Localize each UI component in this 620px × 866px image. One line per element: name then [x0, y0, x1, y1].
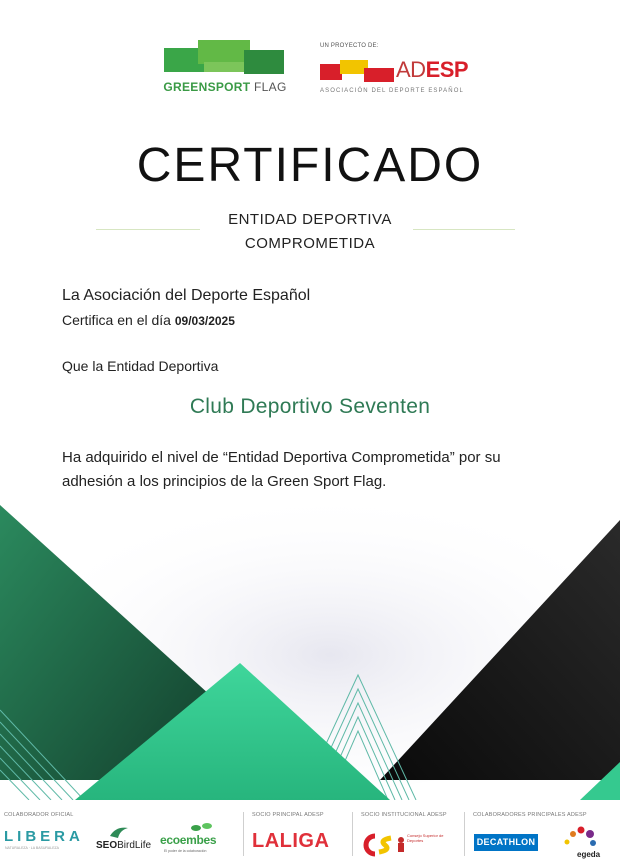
footer-divider — [464, 812, 465, 856]
proyecto-label: UN PROYECTO DE: — [320, 43, 379, 49]
greensport-flag-logo — [160, 38, 290, 96]
ecoembes-subtitle: El poder de la colaboración — [164, 849, 207, 853]
decorative-triangles — [0, 480, 620, 800]
divider-left — [96, 229, 200, 230]
club-name: Club Deportivo Seventen — [189, 395, 431, 418]
certifica-label: Certifica en el día — [62, 312, 171, 328]
adesp-subtitle: ASOCIACIÓN DEL DEPORTE ESPAÑOL — [320, 88, 464, 94]
adesp-flag-icon — [320, 58, 395, 84]
laliga-logo: LALIGA — [252, 830, 330, 852]
footer-divider — [352, 812, 353, 856]
association-name: La Asociación del Deporte Español — [62, 287, 311, 304]
socio-institucional-label: SOCIO INSTITUCIONAL ADESP — [361, 812, 447, 818]
egeda-logo: egeda — [577, 850, 601, 859]
subtitle-line-1: ENTIDAD DEPORTIVA — [228, 211, 392, 228]
colaboradores-label: COLABORADORES PRINCIPALES ADESP — [473, 812, 587, 818]
csd-text: Consejo Superior de Deportes — [407, 833, 444, 843]
greensport-flag-icon — [164, 40, 284, 74]
libera-logo: LIBERA — [4, 828, 84, 845]
seo-birdlife-logo: SEOBirdLife — [96, 840, 152, 851]
footer-divider — [243, 812, 244, 856]
certificate-body-text: Ha adquirido el nivel de “Entidad Deportiva Comprometida” por su adhesión a los principios de la Green Sport Flag. — [62, 449, 501, 490]
certificate-subtitle — [200, 208, 420, 256]
certifica-line — [62, 312, 235, 328]
adesp-wordmark: ADESP — [396, 57, 469, 82]
greensport-flag-wordmark: GREENSPORT FLAG — [163, 80, 287, 94]
certificate-date: 09/03/2025 — [174, 314, 235, 328]
certificate-title: CERTIFICADO — [136, 139, 484, 192]
decathlon-logo: DECATHLON — [474, 834, 538, 851]
sponsors-footer — [0, 806, 620, 866]
ecoembes-logo: ecoembes — [160, 833, 217, 847]
egeda-dots-icon — [563, 824, 597, 848]
seo-bird-icon — [108, 824, 130, 840]
subtitle-line-2: COMPROMETIDA — [244, 235, 376, 252]
socio-principal-label: SOCIO PRINCIPAL ADESP — [252, 812, 324, 818]
que-label: Que la Entidad Deportiva — [62, 358, 219, 374]
colaborador-label: COLABORADOR OFICIAL — [4, 812, 74, 818]
ecoembes-leaves-icon — [190, 821, 214, 833]
divider-right — [413, 229, 515, 230]
libera-subtitle: NATURALEZA · LA BASURALEZA — [5, 846, 60, 850]
